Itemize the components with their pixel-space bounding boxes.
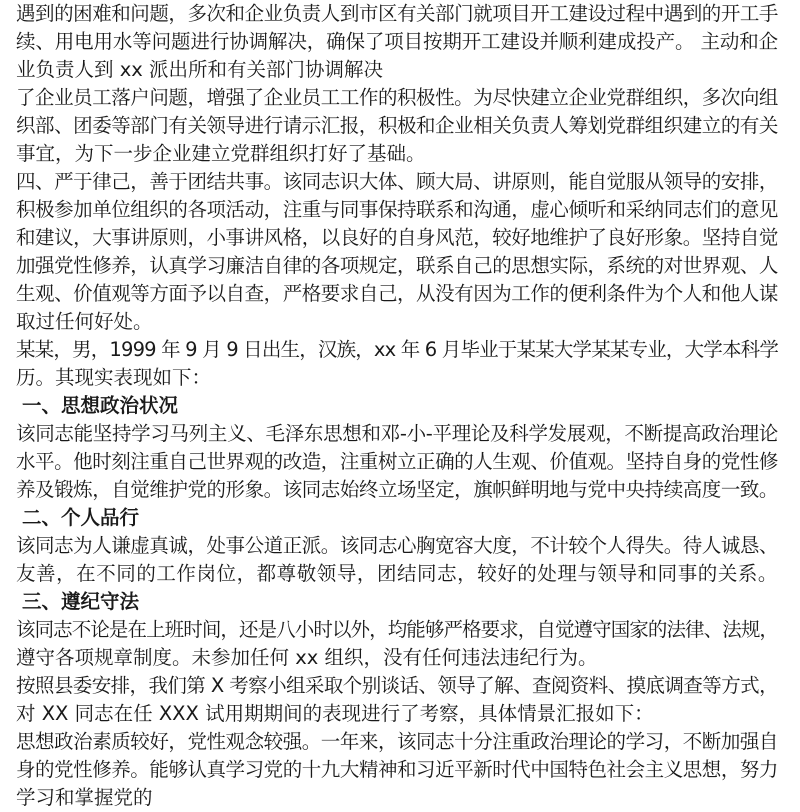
section-heading-line [16, 504, 784, 532]
text-line [16, 168, 784, 196]
line-text: 该同志不论是在上班时间，还是八小时以外，均能够严格要求，自觉遵守国家的法律、法规， [16, 618, 778, 641]
text-line [16, 336, 784, 364]
line-text: 续、用电用水等问题进行协调解决，确保了项目按期开工建设并顺利建成投产。 主动和企 [16, 30, 778, 53]
section-heading: 二、个人品行 [22, 506, 140, 529]
line-text: 水平。他时刻注重自己世界观的改造，注重树立正确的人生观、价值观。坚持自身的党性修 [16, 450, 778, 473]
text-line [16, 756, 784, 784]
text-line [16, 28, 784, 56]
section-heading-line [16, 392, 784, 420]
line-text: 历。其现实表现如下： [16, 366, 212, 389]
text-line [16, 700, 784, 728]
text-line [16, 532, 784, 560]
text-line [16, 448, 784, 476]
line-text: 和建议，大事讲原则，小事讲风格，以良好的自身风范，较好地维护了良好形象。坚持自觉 [16, 226, 778, 249]
line-text: 养及锻炼，自觉维护党的形象。该同志始终立场坚定，旗帜鲜明地与党中央持续高度一致。 [16, 478, 778, 501]
document-body [16, 0, 784, 812]
text-line [16, 140, 784, 168]
line-text: 该同志能坚持学习马列主义、毛泽东思想和邓-小-平理论及科学发展观，不断提高政治理论 [16, 422, 778, 445]
line-text: 按照县委安排，我们第 X 考察小组采取个别谈话、领导了解、查阅资料、摸底调查等方式， [16, 674, 778, 697]
line-text: 思想政治素质较好，党性观念较强。一年来，该同志十分注重政治理论的学习，不断加强自 [16, 730, 778, 753]
line-text: 织部、团委等部门有关领导进行请示汇报，积极和企业相关负责人筹划党群组织建立的有关 [16, 114, 778, 137]
section-heading: 一、思想政治状况 [22, 394, 179, 417]
text-line [16, 476, 784, 504]
text-line [16, 672, 784, 700]
line-text: 该同志为人谦虚真诚，处事公道正派。该同志心胸宽容大度，不计较个人得失。待人诚恳、 [16, 534, 778, 557]
text-line [16, 112, 784, 140]
text-line [16, 784, 784, 812]
line-text: 取过任何好处。 [16, 310, 153, 333]
line-text: 对 XX 同志在任 XXX 试用期期间的表现进行了考察，具体情景汇报如下： [16, 702, 654, 725]
text-line [16, 224, 784, 252]
line-text: 生观、价值观等方面予以自查，严格要求自己，从没有因为工作的便利条件为个人和他人谋 [16, 282, 778, 305]
line-text: 业负责人到 xx 派出所和有关部门协调解决 [16, 58, 383, 81]
line-text: 遇到的困难和问题，多次和企业负责人到市区有关部门就项目开工建设过程中遇到的开工手 [16, 2, 778, 25]
text-line [16, 196, 784, 224]
line-text: 加强党性修养，认真学习廉洁自律的各项规定，联系自己的思想实际，系统的对世界观、人 [16, 254, 778, 277]
section-heading-line [16, 588, 784, 616]
text-line [16, 84, 784, 112]
line-text: 遵守各项规章制度。未参加任何 xx 组织，没有任何违法违纪行为。 [16, 646, 598, 669]
text-line [16, 280, 784, 308]
line-text: 身的党性修养。能够认真学习党的十九大精神和习近平新时代中国特色社会主义思想，努力 [16, 758, 778, 781]
text-line [16, 252, 784, 280]
text-line [16, 560, 784, 588]
text-line [16, 308, 784, 336]
line-text: 四、严于律己，善于团结共事。该同志识大体、顾大局、讲原则，能自觉服从领导的安排， [16, 170, 778, 193]
line-text: 友善，在不同的工作岗位，都尊敬领导，团结同志，较好的处理与领导和同事的关系。 [16, 562, 778, 585]
line-text: 某某，男，1999 年 9 月 9 日出生，汉族，xx 年 6 月毕业于某某大学某某专业，大学本科学 [16, 338, 778, 361]
text-line [16, 420, 784, 448]
text-line [16, 56, 784, 84]
section-heading: 三、遵纪守法 [22, 590, 140, 613]
line-text: 事宜，为下一步企业建立党群组织打好了基础。 [16, 142, 426, 165]
line-text: 积极参加单位组织的各项活动，注重与同事保持联系和沟通，虚心倾听和采纳同志们的意见 [16, 198, 778, 221]
line-text: 学习和掌握党的 [16, 786, 153, 809]
text-line [16, 616, 784, 644]
text-line [16, 0, 784, 28]
text-line [16, 644, 784, 672]
text-line [16, 728, 784, 756]
text-line [16, 364, 784, 392]
line-text: 了企业员工落户问题，增强了企业员工工作的积极性。为尽快建立企业党群组织，多次向组 [16, 86, 778, 109]
